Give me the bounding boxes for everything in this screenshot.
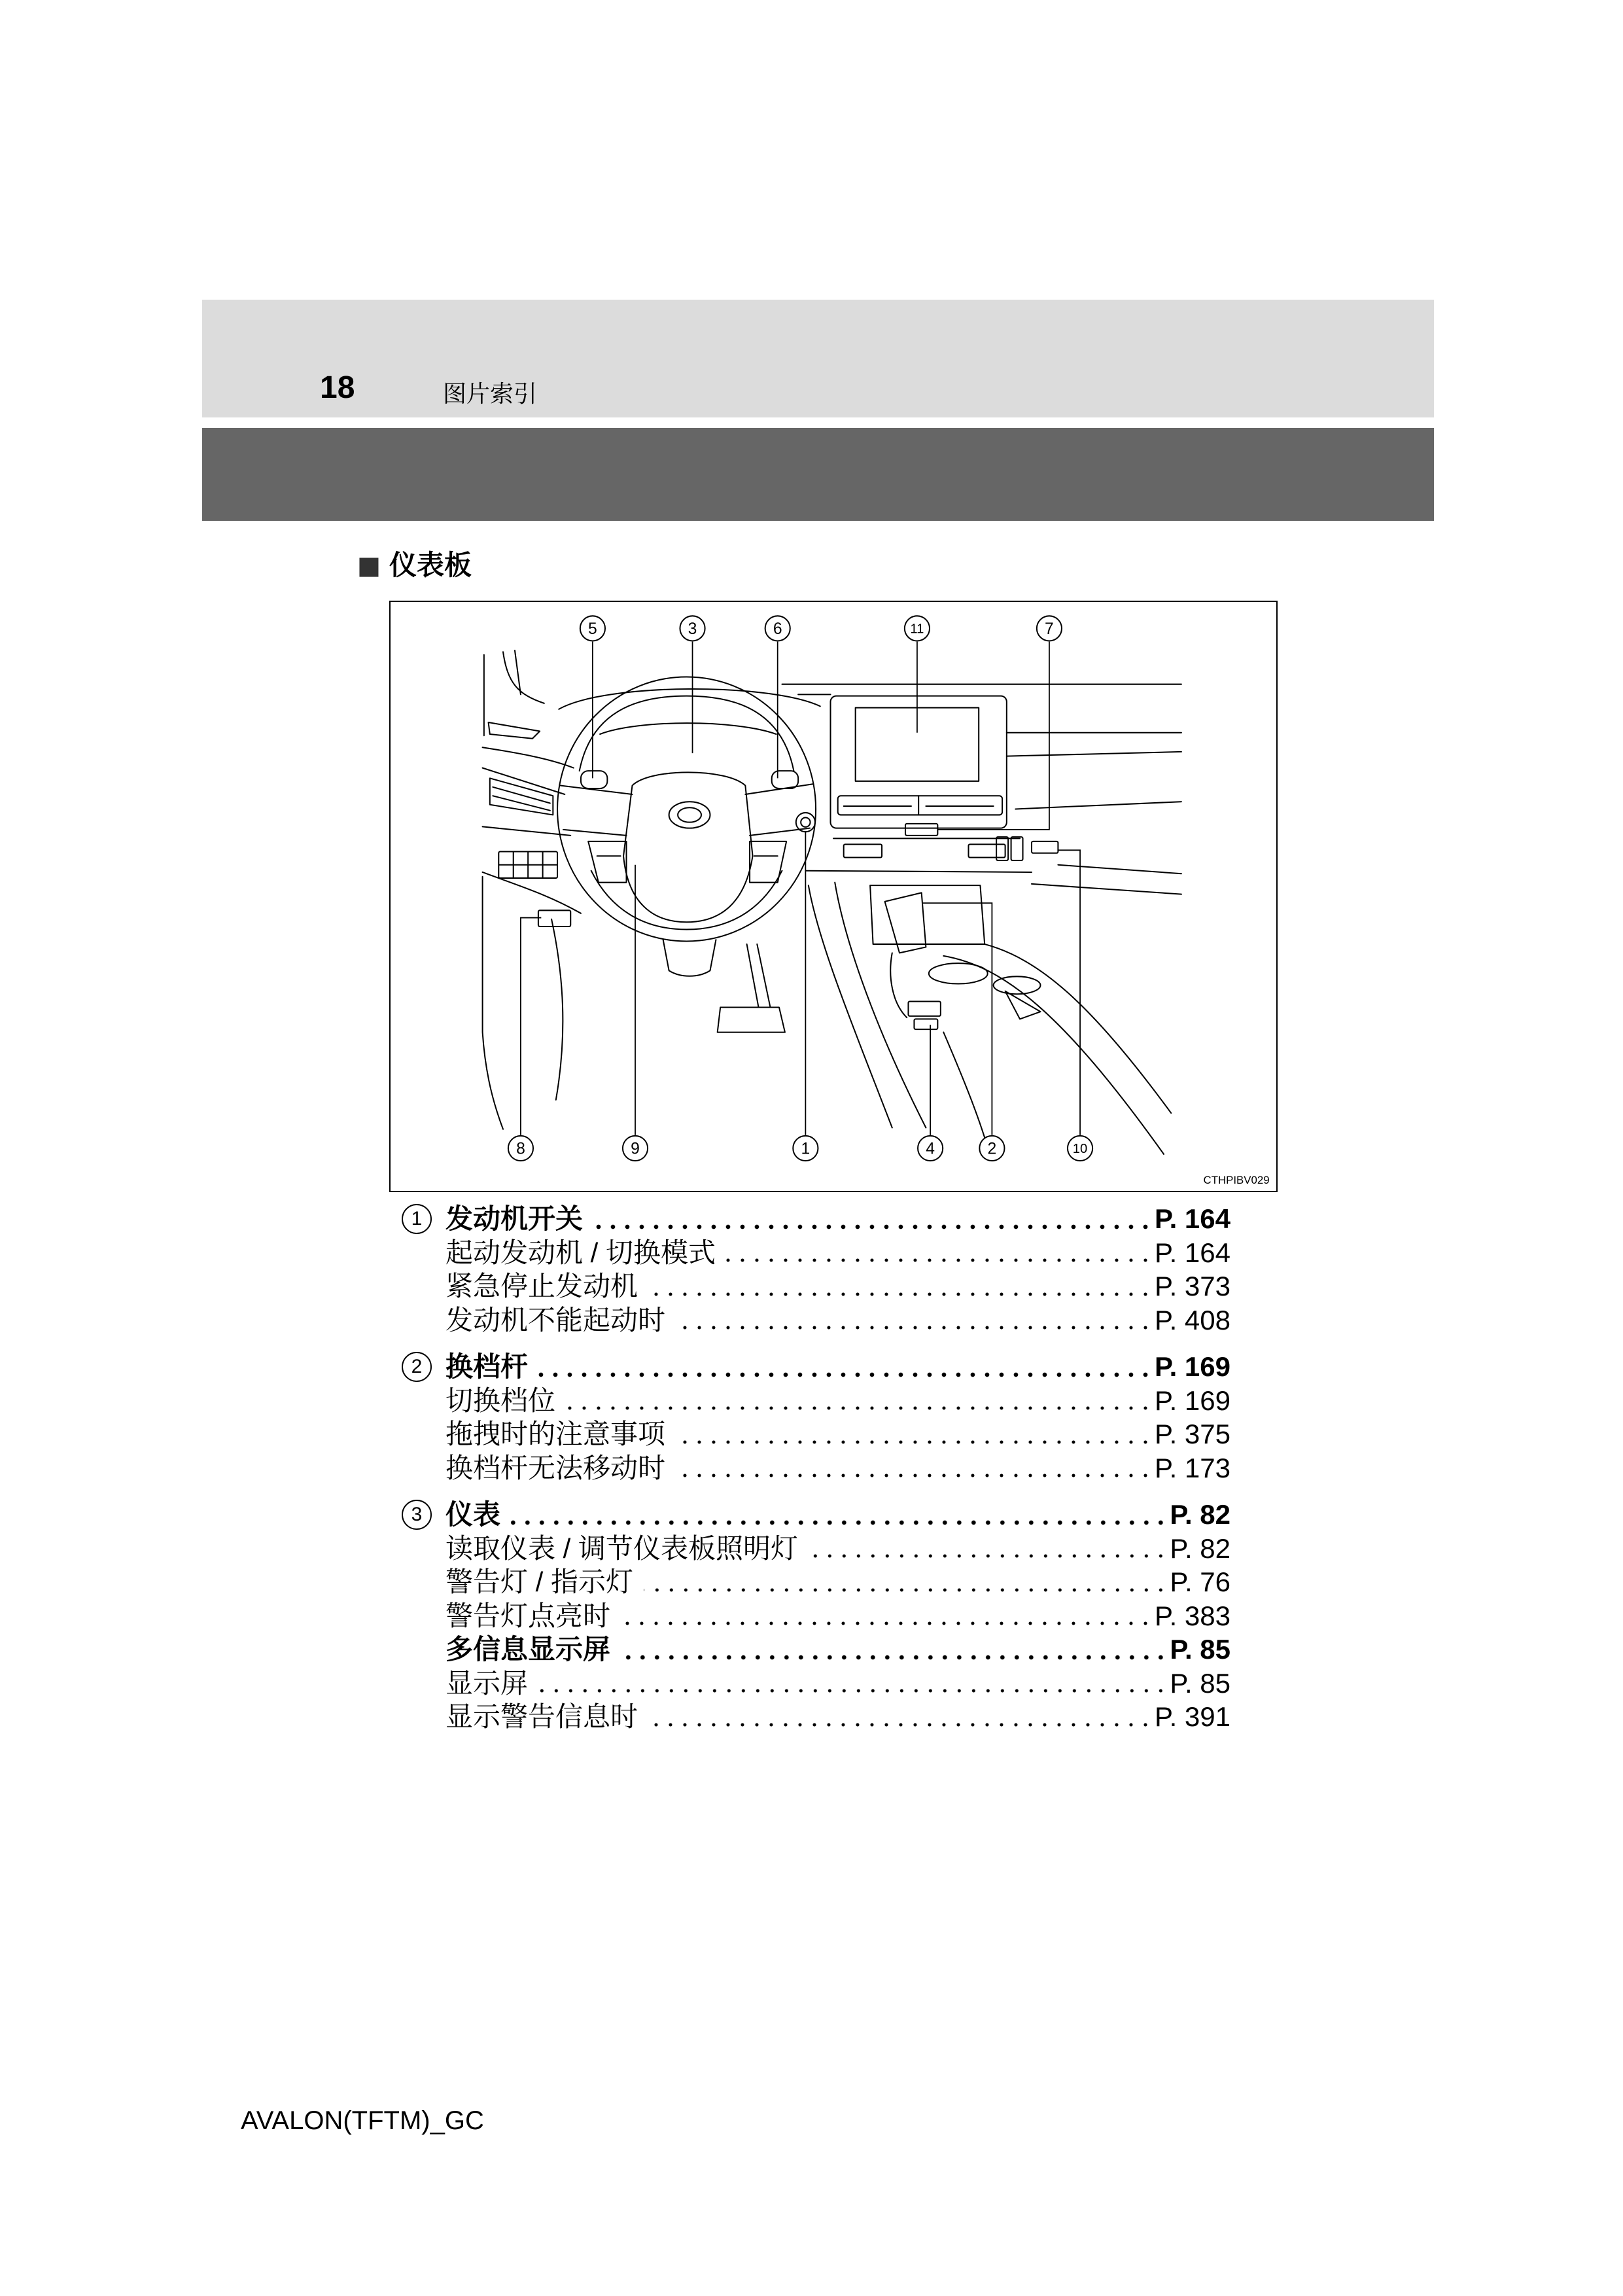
accelerator-pedal-arm [747, 944, 771, 1008]
console-switch-upper [908, 1001, 940, 1016]
dot-leader [538, 1667, 1168, 1701]
page-ref: P. 85 [1170, 1667, 1230, 1699]
entry-subheading [402, 1633, 1230, 1667]
entry-text: 显示警告信息时 [445, 1701, 638, 1732]
wheel-hub [623, 772, 753, 922]
page-ref: P. 82 [1170, 1499, 1230, 1530]
dot-leader [621, 1599, 1153, 1633]
callout-label: 8 [516, 1140, 525, 1158]
wheel-rim-inner-top [580, 696, 794, 771]
entry-row [402, 1269, 1230, 1303]
page-ref: P. 164 [1154, 1203, 1230, 1234]
paddle-shifter-left [581, 771, 607, 788]
entry-text: 紧急停止发动机 [445, 1271, 638, 1301]
header-band [202, 300, 1434, 417]
dot-leader [809, 1532, 1168, 1566]
dot-leader [648, 1269, 1153, 1303]
section-title: 仪表板 [389, 550, 472, 580]
entry-text: 发动机开关 [445, 1203, 584, 1234]
entry-text: 读取仪表 / 调节仪表板照明灯 [445, 1532, 799, 1564]
entry-row [402, 1565, 1230, 1599]
right-dash-line-2 [1007, 752, 1181, 756]
center-dash [782, 684, 1181, 894]
hazard-switch [905, 824, 937, 836]
console-switch-lower [914, 1019, 937, 1029]
right-lower-dash-2 [1058, 865, 1181, 874]
page-ref: P. 373 [1154, 1271, 1230, 1301]
brand-logo-outer [669, 802, 710, 828]
callout-leaders [521, 642, 1080, 1135]
instrument-panel-figure [389, 601, 1278, 1192]
wheel-spoke-left [561, 786, 633, 836]
pedals [718, 944, 785, 1033]
lower-dash-line [805, 871, 1032, 872]
engine-switch-button [801, 817, 810, 826]
chapter-title: 图片索引 [443, 380, 538, 407]
entry-heading [402, 1350, 1230, 1384]
callout-label: 11 [910, 622, 924, 637]
dot-leader [511, 1498, 1168, 1532]
leader-8 [521, 918, 541, 1135]
page-ref: P. 85 [1170, 1634, 1230, 1665]
entry-row [402, 1532, 1230, 1566]
callout-10 [1068, 1136, 1092, 1161]
dot-leader [644, 1565, 1168, 1599]
page-ref: P. 408 [1154, 1304, 1230, 1335]
page-ref: P. 169 [1154, 1385, 1230, 1416]
steering-column [663, 940, 716, 976]
entry-text: 发动机不能起动时 [445, 1304, 666, 1335]
callout-9 [623, 1136, 648, 1161]
instrument-panel-illustration [391, 602, 1276, 1191]
leader-7 [937, 642, 1049, 830]
entry-text: 多信息显示屏 [445, 1634, 611, 1665]
entry-row [402, 1700, 1230, 1734]
entry-row [402, 1303, 1230, 1337]
footer-model-code: AVALON(TFTM)_GC [241, 2106, 484, 2135]
entry-group-3 [402, 1498, 1230, 1734]
left-kick-panel [483, 877, 503, 1129]
callout-label: 7 [1045, 620, 1054, 639]
climate-control-right [968, 844, 1005, 857]
entry-text: 切换档位 [445, 1385, 556, 1416]
wheel-rim-inner-bottom [591, 871, 782, 930]
entry-row [402, 1384, 1230, 1418]
brand-logo-inner [678, 807, 701, 822]
callout-8 [508, 1136, 533, 1161]
callout-3 [680, 616, 705, 641]
entry-heading [402, 1202, 1230, 1236]
dot-leader [676, 1417, 1153, 1451]
page-ref: P. 375 [1154, 1419, 1230, 1449]
page-number: 18 [320, 370, 355, 405]
wheel-spoke-right [745, 784, 812, 836]
knee-bolster [551, 919, 563, 1100]
callout-label: 6 [773, 620, 782, 639]
right-wheel-switches [750, 841, 786, 883]
left-dash-area [483, 650, 581, 1129]
dot-leader [621, 1633, 1168, 1667]
console-trim [1005, 991, 1041, 1019]
entry-text: 警告灯点亮时 [445, 1600, 611, 1631]
left-pillar-curve [503, 652, 544, 703]
right-lower-dash [1032, 884, 1181, 894]
dot-leader [566, 1384, 1153, 1418]
left-handle [489, 722, 540, 739]
page-ref: P. 76 [1170, 1566, 1230, 1597]
entry-number: 3 [402, 1500, 432, 1530]
dot-leader [726, 1236, 1153, 1270]
callout-6 [765, 616, 790, 641]
section-marker: ■ [357, 551, 381, 580]
left-dash-line [483, 768, 565, 794]
entry-row [402, 1667, 1230, 1701]
armrest-edge-2 [985, 944, 1171, 1113]
dot-leader [676, 1303, 1153, 1337]
page-ref: P. 173 [1154, 1452, 1230, 1483]
page-ref: P. 169 [1154, 1351, 1230, 1382]
callout-2 [979, 1136, 1004, 1161]
climate-control-left [844, 844, 882, 857]
cluster-face [600, 723, 776, 734]
index-entries [402, 1202, 1230, 1747]
left-dash-top [483, 747, 574, 768]
entry-text: 起动发动机 / 切换模式 [445, 1237, 716, 1268]
entry-row [402, 1451, 1230, 1485]
cup-holder-rear [994, 976, 1041, 994]
shift-panel [870, 885, 985, 944]
entry-heading [402, 1498, 1230, 1532]
entry-group-1 [402, 1202, 1230, 1337]
left-switch-dividers [498, 852, 557, 878]
climate-toggle-2 [1011, 837, 1023, 860]
entry-text: 仪表 [445, 1499, 501, 1530]
page-ref: P. 383 [1154, 1600, 1230, 1631]
entry-text: 显示屏 [445, 1667, 529, 1699]
armrest-edge-1 [943, 956, 1164, 1157]
callout-7 [1037, 616, 1062, 641]
paddle-shifter-right [772, 771, 798, 788]
shift-boot [890, 953, 907, 1017]
accelerator-pedal [718, 1007, 785, 1032]
callout-label: 1 [801, 1140, 811, 1158]
callout-label: 4 [926, 1140, 935, 1158]
right-vent [1032, 841, 1058, 853]
display-buttons [844, 796, 994, 815]
entry-row [402, 1236, 1230, 1270]
callout-1 [793, 1136, 818, 1161]
dot-leader [538, 1350, 1153, 1384]
entry-number: 2 [402, 1352, 432, 1382]
hood-release-switch [538, 910, 570, 927]
callout-label: 3 [688, 620, 697, 639]
callout-4 [918, 1136, 943, 1161]
console-left-edge [809, 885, 892, 1127]
left-dash-lower [483, 826, 571, 835]
title-band [202, 428, 1434, 521]
callout-label: 9 [631, 1140, 640, 1158]
callout-label: 5 [588, 620, 597, 639]
console-inner-edge [835, 883, 926, 1128]
dot-leader [676, 1451, 1153, 1485]
page-ref: P. 82 [1170, 1532, 1230, 1564]
right-dash-line-3 [1015, 802, 1181, 809]
callout-label: 10 [1072, 1142, 1088, 1157]
entry-text: 换档杆 [445, 1351, 529, 1382]
entry-group-2 [402, 1350, 1230, 1485]
entry-text: 换档杆无法移动时 [445, 1452, 666, 1483]
left-vent [490, 778, 553, 815]
page-ref: P. 391 [1154, 1701, 1230, 1732]
entry-number: 1 [402, 1204, 432, 1234]
entry-text: 警告灯 / 指示灯 [445, 1566, 634, 1597]
entry-row [402, 1417, 1230, 1451]
entry-row [402, 1599, 1230, 1633]
callout-label: 2 [987, 1140, 997, 1158]
dot-leader [593, 1202, 1153, 1236]
cluster-hood [559, 689, 820, 709]
display-button-strip [838, 796, 1002, 815]
callout-11 [905, 616, 930, 641]
leader-10 [1058, 850, 1080, 1135]
page-ref: P. 164 [1154, 1237, 1230, 1268]
entry-text: 拖拽时的注意事项 [445, 1419, 666, 1449]
figure-code: CTHPIBV029 [1203, 1173, 1270, 1186]
center-console [809, 883, 1171, 1157]
dot-leader [648, 1700, 1153, 1734]
callout-5 [580, 616, 605, 641]
